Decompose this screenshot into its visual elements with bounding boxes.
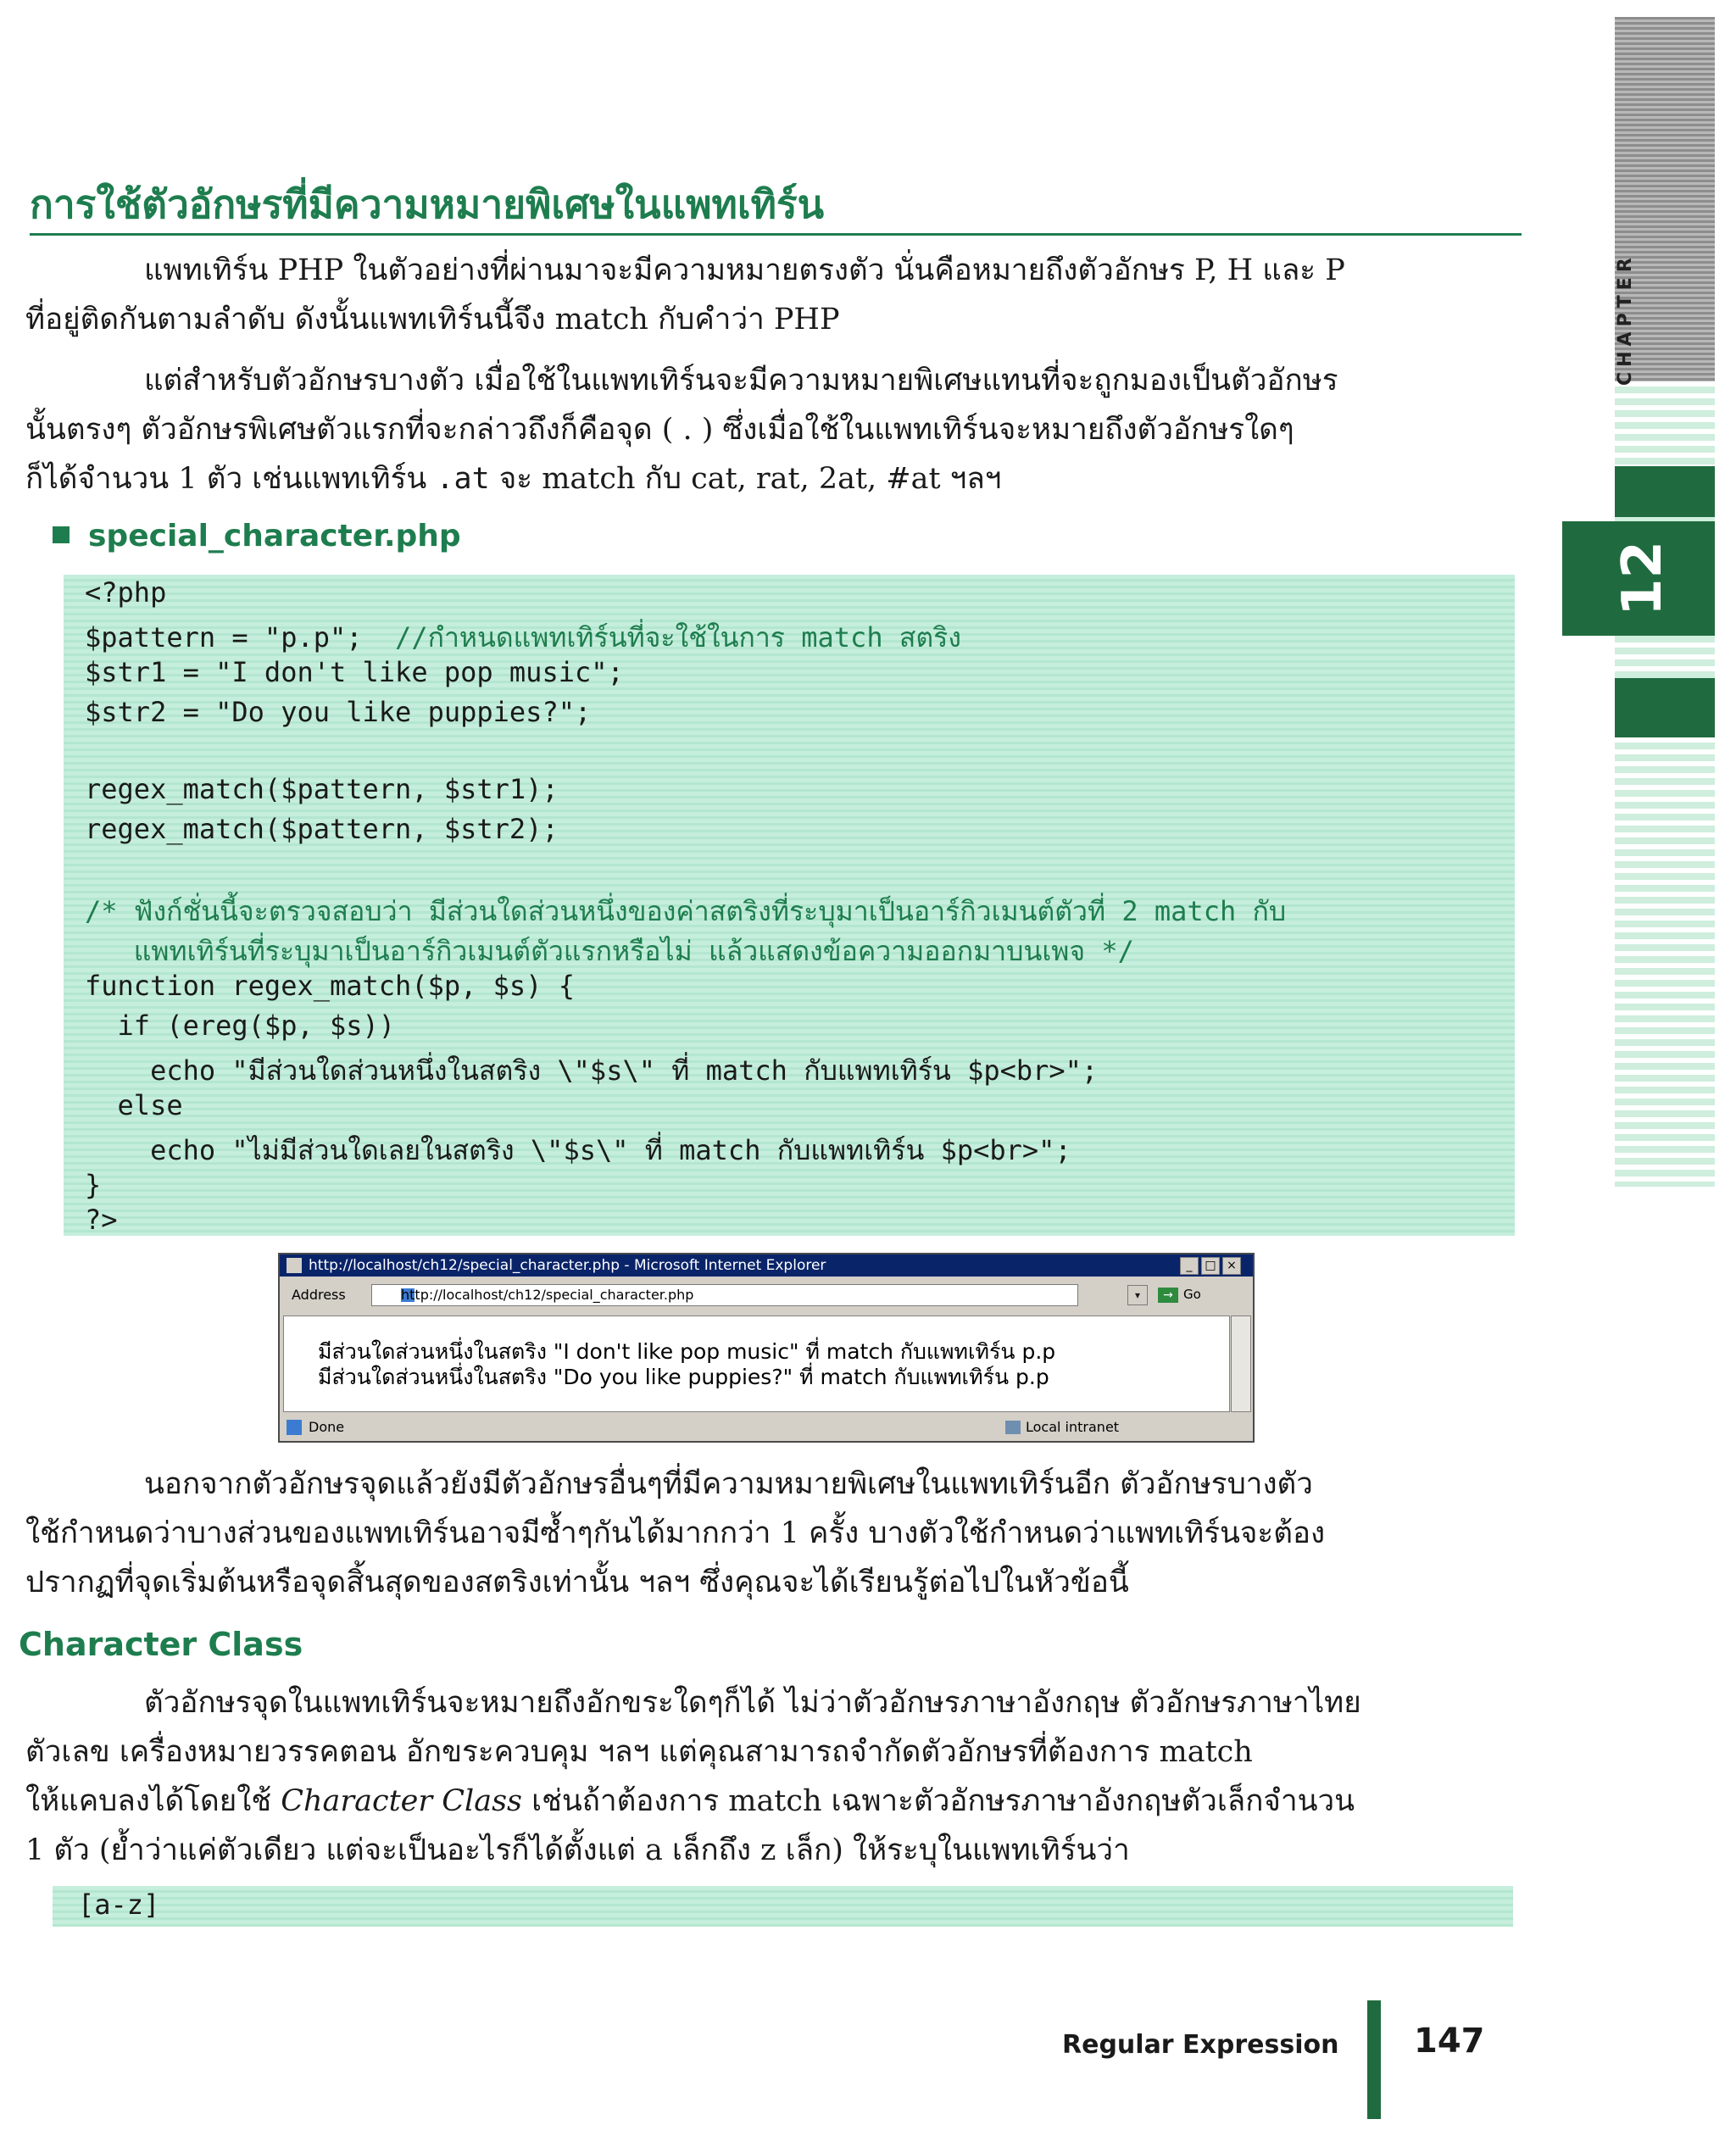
emphasis: Character Class	[281, 1784, 523, 1818]
file-label	[53, 519, 461, 553]
output-line: มีส่วนใดส่วนหนึ่งในสตริง "I don't like pop music" ที่ match กับแพทเทิร์น p.p	[318, 1339, 1056, 1364]
ie-app-icon	[287, 1258, 302, 1273]
address-dropdown-button[interactable]: ▾	[1127, 1285, 1148, 1305]
browser-title-bar	[280, 1254, 1253, 1277]
text-line: ปรากฏที่จุดเริ่มต้นหรือจุดสิ้นสุดของสตริงเท่านั้น ฯลฯ ซึ่งคุณจะได้เรียนรู้ต่อไปในหัวข้อนี้	[25, 1566, 1129, 1599]
code-comment: แพทเทิร์นที่ระบุมาเป็นอาร์กิวเมนต์ตัวแรกหรือไม่ แล้วแสดงข้อความออกมาบนเพจ */	[85, 935, 1134, 967]
text-line: ตัวอักษรจุดในแพทเทิร์นจะหมายถึงอักขระใดๆก็ได้ ไม่ว่าตัวอักษรภาษาอังกฤษ ตัวอักษรภาษาไทย	[144, 1686, 1361, 1720]
paragraph-3	[25, 1460, 1513, 1607]
chapter-tab-block	[1615, 466, 1715, 517]
code-line: ?>	[85, 1204, 118, 1236]
chapter-number: 12	[1611, 540, 1674, 617]
code-example: [a-z]	[78, 1888, 160, 1921]
text-line: แต่สำหรับตัวอักษรบางตัว เมื่อใช้ในแพทเทิร์นจะมีความหมายพิเศษแทนที่จะถูกมองเป็นตัวอักษร	[144, 364, 1338, 398]
text-line: ตัวเลข เครื่องหมายวรรคตอน อักขระควบคุม ฯลฯ แต่คุณสามารถจำกัดตัวอักษรที่ต้องการ match	[25, 1735, 1253, 1769]
chapter-label: CHAPTER	[1615, 253, 1636, 386]
subheading: Character Class	[19, 1626, 303, 1663]
minimize-button[interactable]: _	[1180, 1257, 1199, 1275]
address-value: http://localhost/ch12/special_character.php	[401, 1287, 694, 1303]
address-input[interactable]	[371, 1284, 1078, 1306]
code-comment: /* ฟังก์ชั่นนี้จะตรวจสอบว่า มีส่วนใดส่วนหนึ่งของค่าสตริงที่ระบุมาเป็นอาร์กิวเมนต์ตัวที่ 2 match กับ	[85, 895, 1287, 927]
maximize-button[interactable]: □	[1201, 1257, 1220, 1275]
vertical-scrollbar[interactable]	[1231, 1316, 1251, 1412]
code-example-block	[53, 1886, 1513, 1927]
intranet-zone-icon	[1005, 1421, 1021, 1434]
footer-title: Regular Expression	[1062, 2030, 1339, 2060]
code-line: echo "มีส่วนใดส่วนหนึ่งในสตริง \"$s\" ที่ match กับแพทเทิร์น $p<br>";	[85, 1054, 1099, 1087]
text-line: ก็ได้จำนวน 1 ตัว เช่นแพทเทิร์น	[25, 462, 437, 496]
text-line: นอกจากตัวอักษรจุดแล้วยังมีตัวอักษรอื่นๆที่มีความหมายพิเศษในแพทเทิร์นอีก ตัวอักษรบางตัว	[144, 1467, 1313, 1501]
go-label: Go	[1183, 1287, 1201, 1302]
code-line: $str1 = "I don't like pop music";	[85, 656, 624, 688]
code-line: echo "ไม่มีส่วนใดเลยในสตริง \"$s\" ที่ match กับแพทเทิร์น $p<br>";	[85, 1134, 1071, 1166]
code-line: else	[85, 1089, 183, 1121]
code-line: regex_match($pattern, $str1);	[85, 773, 559, 805]
chapter-tab-block	[1615, 678, 1715, 737]
text-line: เช่นถ้าต้องการ match เฉพาะตัวอักษรภาษาอังกฤษตัวเล็กจำนวน	[522, 1784, 1355, 1818]
text-line: จะ match กับ cat, rat, 2at, #at ฯลฯ	[489, 462, 1002, 496]
text-line: แพทเทิร์น PHP ในตัวอย่างที่ผ่านมาจะมีความหมายตรงตัว นั่นคือหมายถึงตัวอักษร P, H และ P	[144, 253, 1345, 287]
address-label: Address	[292, 1287, 346, 1303]
browser-title: http://localhost/ch12/special_character.php - Microsoft Internet Explorer	[309, 1257, 826, 1274]
inline-code: .at	[436, 462, 490, 496]
code-line: function regex_match($p, $s) {	[85, 970, 575, 1002]
go-button[interactable]	[1158, 1285, 1209, 1304]
section-heading: การใช้ตัวอักษรที่มีความหมายพิเศษในแพทเทิร์น	[30, 174, 1522, 236]
text-line: 1 ตัว (ย้ำว่าแค่ตัวเดียว แต่จะเป็นอะไรก็ได้ตั้งแต่ a เล็กถึง z เล็ก) ให้ระบุในแพทเทิร์นว่า	[25, 1833, 1130, 1867]
file-label-text: special_character.php	[88, 519, 461, 553]
output-line: มีส่วนใดส่วนหนึ่งในสตริง "Do you like puppies?" ที่ match กับแพทเทิร์น p.p	[318, 1365, 1049, 1389]
code-line: $str2 = "Do you like puppies?";	[85, 696, 592, 728]
text-line: ให้แคบลงได้โดยใช้	[25, 1784, 281, 1818]
text-line: นั้นตรงๆ ตัวอักษรพิเศษตัวแรกที่จะกล่าวถึงก็คือจุด ( . ) ซึ่งเมื่อใช้ในแพทเทิร์นจะหมายถึงตัวอักษรใดๆ	[25, 413, 1294, 447]
status-zone: Local intranet	[1026, 1419, 1120, 1435]
status-bar	[280, 1416, 1253, 1439]
done-page-icon	[287, 1420, 302, 1435]
status-done: Done	[309, 1419, 345, 1435]
code-line: }	[85, 1169, 102, 1201]
code-text: $pattern = "p.p";	[85, 621, 396, 654]
address-bar	[280, 1278, 1253, 1312]
code-line: regex_match($pattern, $str2);	[85, 813, 559, 845]
paragraph-1	[25, 246, 1513, 344]
text-line: ใช้กำหนดว่าบางส่วนของแพทเทิร์นอาจมีซ้ำๆกันได้มากกว่า 1 ครั้ง บางตัวใช้กำหนดว่าแพทเทิร์นจะต้อง	[25, 1516, 1326, 1550]
text-line: ที่อยู่ติดกันตามลำดับ ดังนั้นแพทเทิร์นนี้จึง match กับคำว่า PHP	[25, 303, 840, 337]
close-button[interactable]: ×	[1222, 1257, 1241, 1275]
square-bullet-icon	[53, 526, 70, 543]
paragraph-4	[25, 1678, 1513, 1875]
code-line	[85, 616, 961, 659]
footer-bar	[1367, 2000, 1381, 2119]
code-line: <?php	[85, 576, 167, 609]
go-arrow-icon: →	[1158, 1288, 1178, 1303]
browser-window	[278, 1253, 1255, 1443]
code-line: if (ereg($p, $s))	[85, 1010, 396, 1042]
code-comment: //กำหนดแพทเทิร์นที่จะใช้ในการ match สตริง	[395, 621, 961, 654]
page-number: 147	[1414, 2022, 1485, 2061]
page-content	[283, 1316, 1230, 1412]
paragraph-2	[25, 356, 1513, 503]
